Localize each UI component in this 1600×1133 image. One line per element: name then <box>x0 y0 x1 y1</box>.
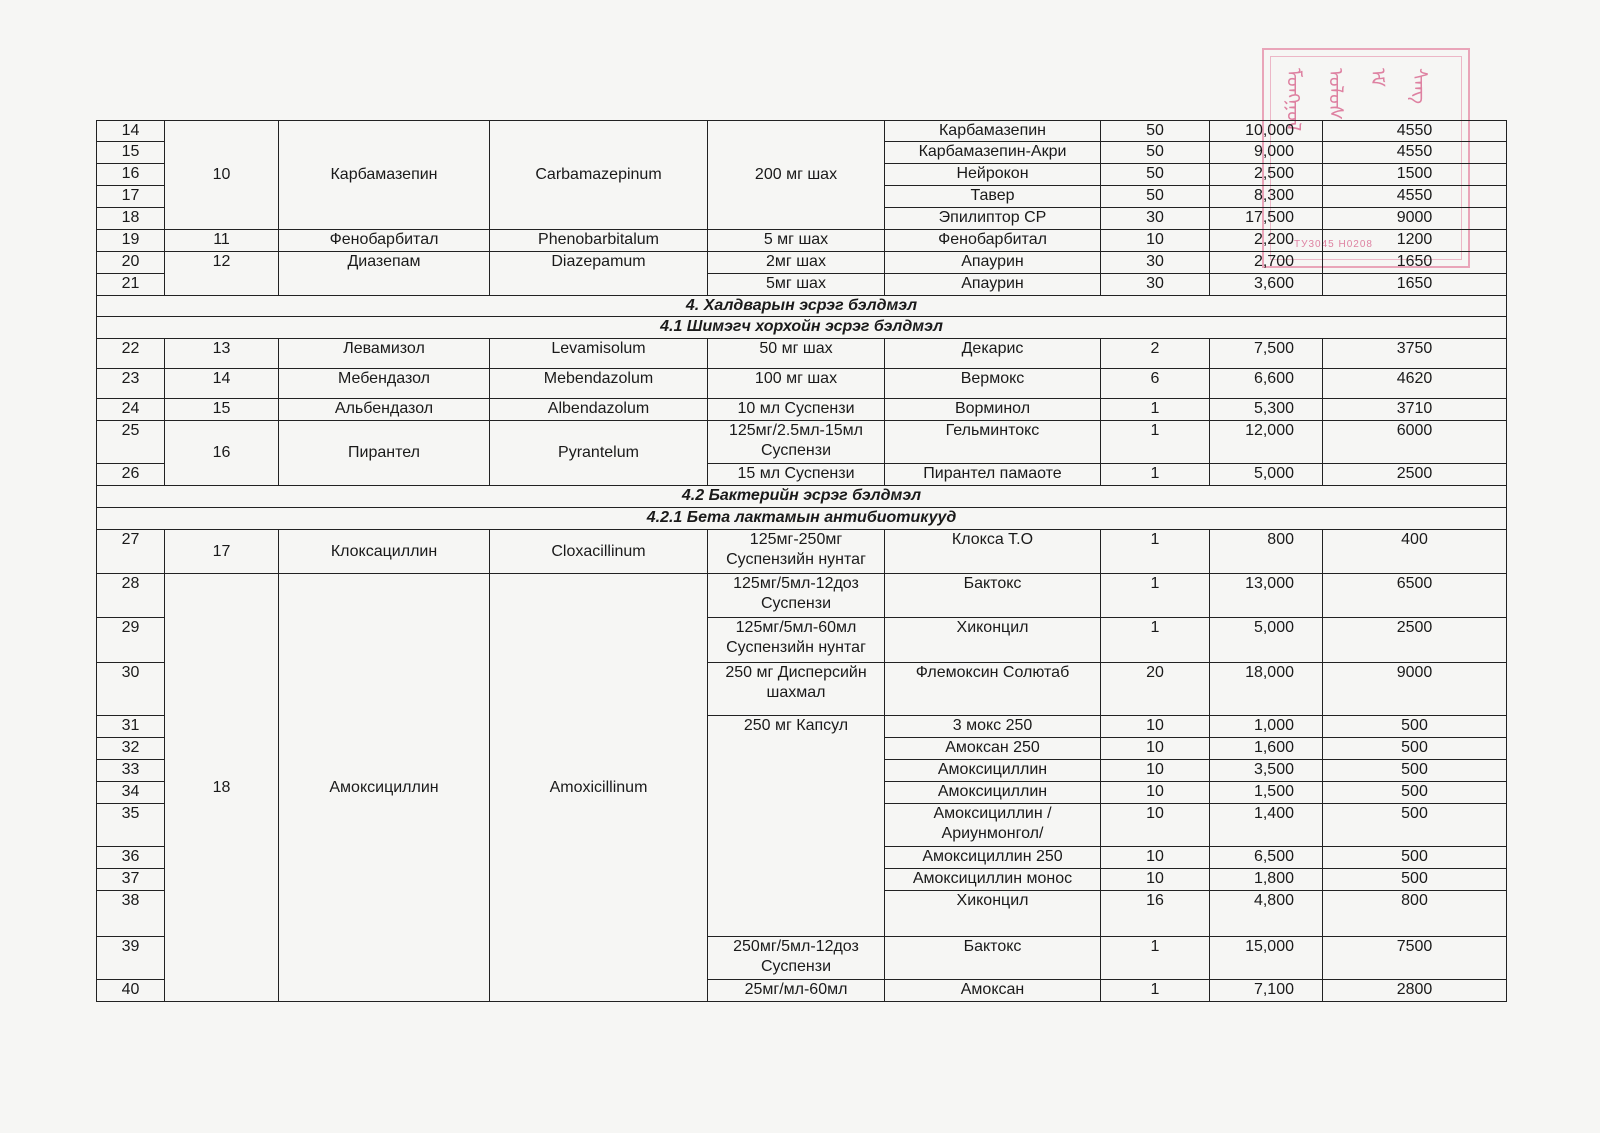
row-number: 23 <box>97 369 165 399</box>
dosage-form: 250мг/5мл-12доз Суспензи <box>708 937 885 980</box>
row-number: 14 <box>97 121 165 142</box>
dosage-form: 50 мг шах <box>708 339 885 369</box>
quantity: 6 <box>1101 369 1210 399</box>
quantity: 50 <box>1101 142 1210 164</box>
price: 2,500 <box>1210 164 1323 186</box>
section-heading: 4.2.1 Бета лактамын антибиотикууд <box>97 508 1507 530</box>
group-number: 14 <box>165 369 279 399</box>
mongolian-name: Альбендазол <box>279 399 490 421</box>
brand-name: Апаурин <box>885 274 1101 296</box>
quantity: 1 <box>1101 980 1210 1002</box>
quantity: 16 <box>1101 891 1210 937</box>
discount-amount: 9000 <box>1323 663 1507 716</box>
price: 18,000 <box>1210 663 1323 716</box>
group-number: 11 <box>165 230 279 252</box>
row-number: 20 <box>97 252 165 274</box>
row-number: 25 <box>97 421 165 464</box>
quantity: 1 <box>1101 421 1210 464</box>
quantity: 10 <box>1101 847 1210 869</box>
price: 17,500 <box>1210 208 1323 230</box>
quantity: 10 <box>1101 716 1210 738</box>
price: 5,300 <box>1210 399 1323 421</box>
dosage-form: 25мг/мл-60мл <box>708 980 885 1002</box>
brand-name: Фенобарбитал <box>885 230 1101 252</box>
table-row <box>97 399 1507 421</box>
section-heading: 4.2 Бактерийн эсрэг бэлдмэл <box>97 486 1507 508</box>
price: 9,000 <box>1210 142 1323 164</box>
brand-name: Гельминтокс <box>885 421 1101 464</box>
section-heading: 4. Халдварын эсрэг бэлдмэл <box>97 296 1507 317</box>
mongolian-name: Фенобарбитал <box>279 230 490 252</box>
group-number: 12 <box>165 252 279 296</box>
table-row <box>97 530 1507 574</box>
latin-name: Albendazolum <box>490 399 708 421</box>
latin-name: Pyrantelum <box>490 421 708 486</box>
row-number: 19 <box>97 230 165 252</box>
brand-name: Тавер <box>885 186 1101 208</box>
dosage-form: 10 мл Суспензи <box>708 399 885 421</box>
group-number: 10 <box>165 121 279 230</box>
mongolian-name: Карбамазепин <box>279 121 490 230</box>
table-row <box>97 421 1507 464</box>
price: 1,400 <box>1210 804 1323 847</box>
group-number: 16 <box>165 421 279 486</box>
dosage-form: 2мг шах <box>708 252 885 274</box>
section-row <box>97 317 1507 339</box>
quantity: 10 <box>1101 782 1210 804</box>
section-row <box>97 508 1507 530</box>
discount-amount: 1650 <box>1323 274 1507 296</box>
dosage-form: 5 мг шах <box>708 230 885 252</box>
row-number: 24 <box>97 399 165 421</box>
dosage-form: 15 мл Суспензи <box>708 464 885 486</box>
brand-name: Вермокс <box>885 369 1101 399</box>
stamp-script-mark: ᠰᠠᠩ <box>1408 68 1432 105</box>
brand-name: Флемоксин Солютаб <box>885 663 1101 716</box>
quantity: 20 <box>1101 663 1210 716</box>
discount-amount: 500 <box>1323 738 1507 760</box>
dosage-form: 125мг/5мл-60мл Суспензийн нунтаг <box>708 618 885 663</box>
quantity: 1 <box>1101 574 1210 618</box>
quantity: 1 <box>1101 530 1210 574</box>
table-row <box>97 369 1507 399</box>
brand-name: Апаурин <box>885 252 1101 274</box>
stamp-script-mark: ᠮᠣᠩᠭᠣᠯ <box>1282 68 1306 132</box>
discount-amount: 500 <box>1323 869 1507 891</box>
mongolian-name: Пирантел <box>279 421 490 486</box>
discount-amount: 2500 <box>1323 464 1507 486</box>
quantity: 10 <box>1101 738 1210 760</box>
price: 8,300 <box>1210 186 1323 208</box>
row-number: 35 <box>97 804 165 847</box>
section-row <box>97 296 1507 317</box>
mongolian-name: Левамизол <box>279 339 490 369</box>
quantity: 50 <box>1101 164 1210 186</box>
brand-name: Хиконцил <box>885 618 1101 663</box>
mongolian-name: Амоксициллин <box>279 574 490 1002</box>
group-number: 17 <box>165 530 279 574</box>
dosage-form: 125мг/5мл-12доз Суспензи <box>708 574 885 618</box>
mongolian-name: Мебендазол <box>279 369 490 399</box>
latin-name: Cloxacillinum <box>490 530 708 574</box>
brand-name: Декарис <box>885 339 1101 369</box>
latin-name: Carbamazepinum <box>490 121 708 230</box>
discount-amount: 4550 <box>1323 142 1507 164</box>
price: 6,600 <box>1210 369 1323 399</box>
price: 4,800 <box>1210 891 1323 937</box>
brand-name: Клокса Т.О <box>885 530 1101 574</box>
quantity: 10 <box>1101 760 1210 782</box>
quantity: 10 <box>1101 869 1210 891</box>
group-number: 15 <box>165 399 279 421</box>
quantity: 50 <box>1101 186 1210 208</box>
row-number: 32 <box>97 738 165 760</box>
price: 2,200 <box>1210 230 1323 252</box>
row-number: 39 <box>97 937 165 980</box>
brand-name: Бактокс <box>885 937 1101 980</box>
latin-name: Levamisolum <box>490 339 708 369</box>
discount-amount: 500 <box>1323 847 1507 869</box>
quantity: 1 <box>1101 399 1210 421</box>
row-number: 17 <box>97 186 165 208</box>
row-number: 26 <box>97 464 165 486</box>
brand-name: Карбамазепин-Акри <box>885 142 1101 164</box>
stamp-code: ТУ3045 Н0208 <box>1294 239 1373 250</box>
discount-amount: 1650 <box>1323 252 1507 274</box>
brand-name: Амоксициллин <box>885 782 1101 804</box>
latin-name: Phenobarbitalum <box>490 230 708 252</box>
discount-amount: 500 <box>1323 804 1507 847</box>
brand-name: Нейрокон <box>885 164 1101 186</box>
price: 1,800 <box>1210 869 1323 891</box>
quantity: 1 <box>1101 464 1210 486</box>
discount-amount: 6000 <box>1323 421 1507 464</box>
row-number: 15 <box>97 142 165 164</box>
brand-name: Карбамазепин <box>885 121 1101 142</box>
table-row <box>97 339 1507 369</box>
row-number: 36 <box>97 847 165 869</box>
quantity: 10 <box>1101 804 1210 847</box>
quantity: 1 <box>1101 618 1210 663</box>
discount-amount: 4550 <box>1323 121 1507 142</box>
quantity: 1 <box>1101 937 1210 980</box>
latin-name: Diazepamum <box>490 252 708 296</box>
section-row <box>97 486 1507 508</box>
group-number: 13 <box>165 339 279 369</box>
discount-amount: 1200 <box>1323 230 1507 252</box>
price: 3,600 <box>1210 274 1323 296</box>
table-row <box>97 252 1507 274</box>
row-number: 33 <box>97 760 165 782</box>
discount-amount: 2500 <box>1323 618 1507 663</box>
discount-amount: 4550 <box>1323 186 1507 208</box>
brand-name: Хиконцил <box>885 891 1101 937</box>
brand-name: Амоксан 250 <box>885 738 1101 760</box>
discount-amount: 6500 <box>1323 574 1507 618</box>
discount-amount: 7500 <box>1323 937 1507 980</box>
quantity: 30 <box>1101 274 1210 296</box>
mongolian-name: Диазепам <box>279 252 490 296</box>
mongolian-name: Клоксациллин <box>279 530 490 574</box>
stamp-script-mark: ᠤᠯᠤᠰ <box>1324 68 1348 121</box>
latin-name: Mebendazolum <box>490 369 708 399</box>
stamp-script-mark: ᠡᠮ <box>1366 68 1390 87</box>
section-heading: 4.1 Шимэгч хорхойн эсрэг бэлдмэл <box>97 317 1507 339</box>
price: 3,500 <box>1210 760 1323 782</box>
row-number: 21 <box>97 274 165 296</box>
brand-name: Амоксан <box>885 980 1101 1002</box>
latin-name: Amoxicillinum <box>490 574 708 1002</box>
price: 15,000 <box>1210 937 1323 980</box>
price: 6,500 <box>1210 847 1323 869</box>
price: 12,000 <box>1210 421 1323 464</box>
dosage-form: 100 мг шах <box>708 369 885 399</box>
discount-amount: 2800 <box>1323 980 1507 1002</box>
quantity: 50 <box>1101 121 1210 142</box>
row-number: 34 <box>97 782 165 804</box>
medicine-price-table <box>96 120 1507 1002</box>
discount-amount: 500 <box>1323 760 1507 782</box>
group-number: 18 <box>165 574 279 1002</box>
quantity: 2 <box>1101 339 1210 369</box>
brand-name: Бактокс <box>885 574 1101 618</box>
discount-amount: 400 <box>1323 530 1507 574</box>
brand-name: 3 мокс 250 <box>885 716 1101 738</box>
brand-name: Амоксициллин <box>885 760 1101 782</box>
quantity: 30 <box>1101 252 1210 274</box>
price: 5,000 <box>1210 464 1323 486</box>
price: 2,700 <box>1210 252 1323 274</box>
table-row <box>97 230 1507 252</box>
brand-name: Эпилиптор СР <box>885 208 1101 230</box>
discount-amount: 1500 <box>1323 164 1507 186</box>
dosage-form: 125мг-250мг Суспензийн нунтаг <box>708 530 885 574</box>
price: 800 <box>1210 530 1323 574</box>
price: 13,000 <box>1210 574 1323 618</box>
discount-amount: 3750 <box>1323 339 1507 369</box>
quantity: 10 <box>1101 230 1210 252</box>
price: 10,000 <box>1210 121 1323 142</box>
row-number: 30 <box>97 663 165 716</box>
discount-amount: 3710 <box>1323 399 1507 421</box>
price: 1,500 <box>1210 782 1323 804</box>
discount-amount: 500 <box>1323 716 1507 738</box>
discount-amount: 9000 <box>1323 208 1507 230</box>
price: 7,100 <box>1210 980 1323 1002</box>
row-number: 27 <box>97 530 165 574</box>
price: 1,600 <box>1210 738 1323 760</box>
table-row <box>97 121 1507 142</box>
quantity: 30 <box>1101 208 1210 230</box>
row-number: 31 <box>97 716 165 738</box>
row-number: 16 <box>97 164 165 186</box>
discount-amount: 800 <box>1323 891 1507 937</box>
dosage-form: 250 мг Дисперсийн шахмал <box>708 663 885 716</box>
row-number: 37 <box>97 869 165 891</box>
table-row <box>97 574 1507 618</box>
dosage-form: 200 мг шах <box>708 121 885 230</box>
row-number: 38 <box>97 891 165 937</box>
price: 5,000 <box>1210 618 1323 663</box>
price: 7,500 <box>1210 339 1323 369</box>
discount-amount: 4620 <box>1323 369 1507 399</box>
brand-name: Амоксициллин /Ариунмонгол/ <box>885 804 1101 847</box>
row-number: 22 <box>97 339 165 369</box>
row-number: 28 <box>97 574 165 618</box>
row-number: 18 <box>97 208 165 230</box>
brand-name: Пирантел памаоте <box>885 464 1101 486</box>
brand-name: Ворминол <box>885 399 1101 421</box>
dosage-form: 125мг/2.5мл-15мл Суспензи <box>708 421 885 464</box>
price: 1,000 <box>1210 716 1323 738</box>
brand-name: Амоксициллин монос <box>885 869 1101 891</box>
brand-name: Амоксициллин 250 <box>885 847 1101 869</box>
discount-amount: 500 <box>1323 782 1507 804</box>
dosage-form: 250 мг Капсул <box>708 716 885 937</box>
dosage-form: 5мг шах <box>708 274 885 296</box>
row-number: 29 <box>97 618 165 663</box>
row-number: 40 <box>97 980 165 1002</box>
